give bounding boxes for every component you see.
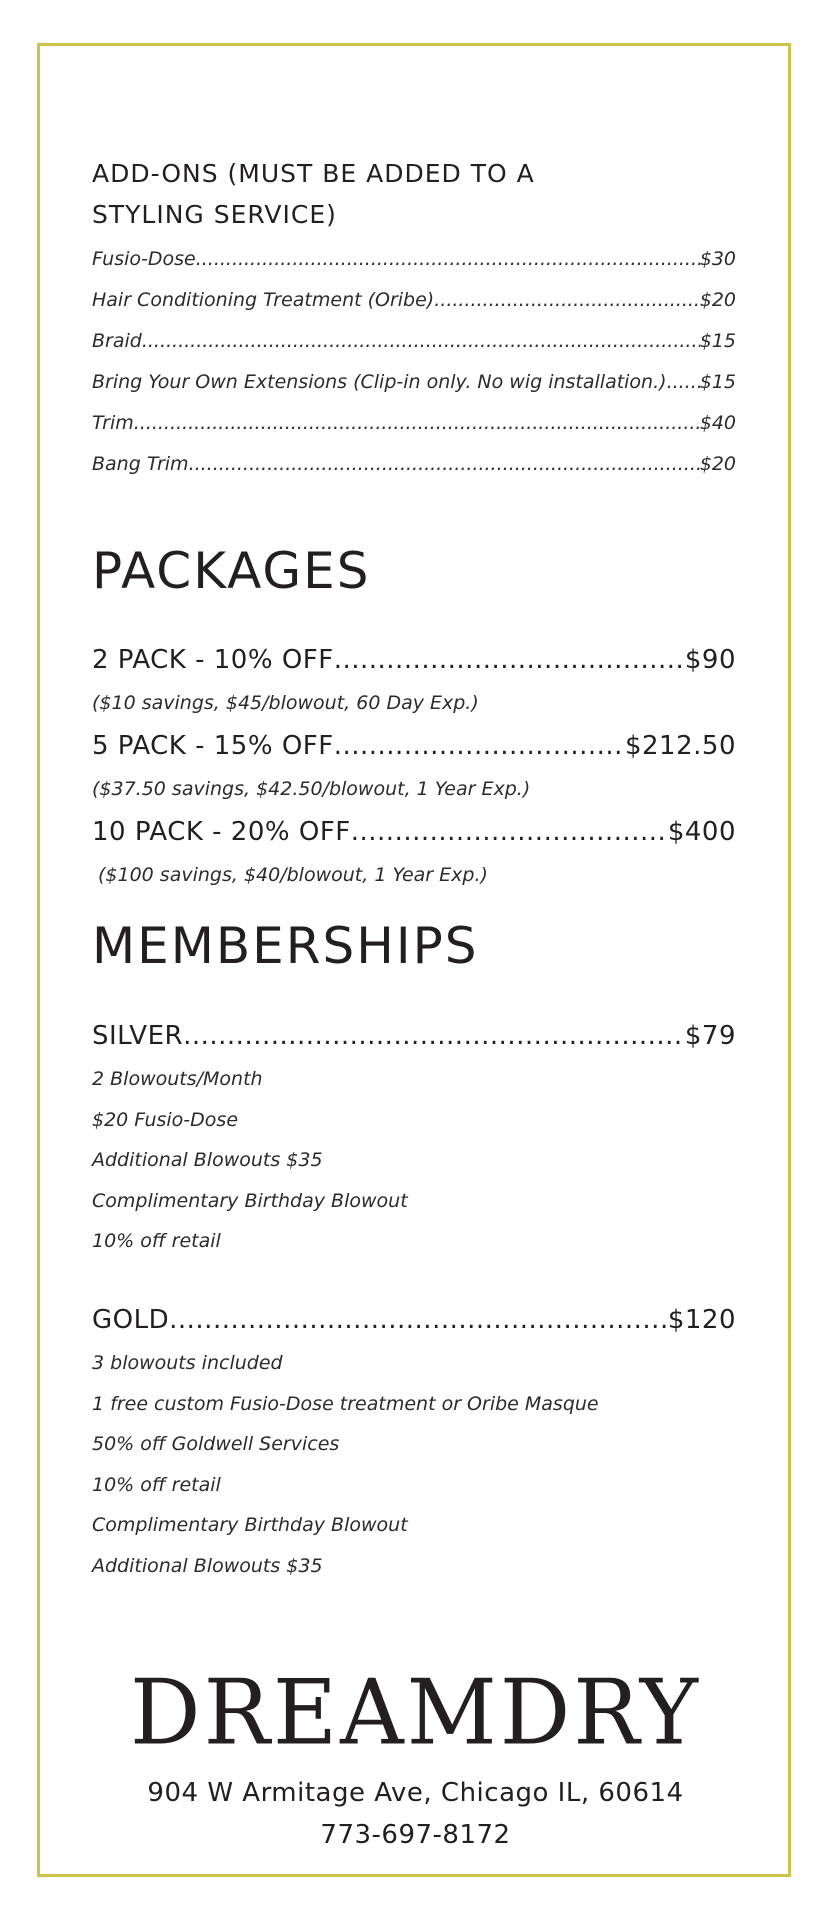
addon-name: Bang Trim	[92, 453, 189, 475]
salon-phone: 773-697-8172	[320, 1820, 511, 1850]
packages-list	[92, 637, 736, 895]
membership-feature: 10% off retail	[92, 1230, 221, 1252]
package-name: 5 PACK - 15% OFF	[92, 731, 334, 761]
addon-item	[92, 403, 736, 444]
addons-heading-line1: ADD-ONS (MUST BE ADDED TO A	[92, 159, 535, 188]
package-note: ($10 savings, $45/blowout, 60 Day Exp.)	[92, 692, 479, 714]
addons-heading-line2: STYLING SERVICE)	[92, 200, 337, 229]
package-name: 10 PACK - 20% OFF	[92, 817, 351, 847]
addon-name: Braid	[92, 330, 142, 352]
membership-header	[92, 1013, 736, 1059]
package-price: $400	[667, 817, 736, 847]
leader-dots	[134, 403, 700, 444]
leader-dots	[351, 809, 668, 855]
packages-title: PACKAGES	[92, 542, 371, 600]
membership-name: SILVER	[92, 1021, 184, 1051]
salon-address: 904 W Armitage Ave, Chicago IL, 60614	[147, 1778, 684, 1808]
membership-feature: Additional Blowouts $35	[92, 1554, 323, 1577]
addon-name: Hair Conditioning Treatment (Oribe)	[92, 289, 435, 311]
membership-feature: 2 Blowouts/Month	[92, 1068, 263, 1090]
membership-name: GOLD	[92, 1305, 170, 1335]
dreamdry-logo: DREAMDRY	[130, 1659, 701, 1766]
membership-feature: 3 blowouts included	[92, 1352, 283, 1374]
package-note: ($100 savings, $40/blowout, 1 Year Exp.)	[98, 864, 488, 886]
salon-contact	[0, 1772, 831, 1856]
addon-item	[92, 280, 736, 321]
membership-feature: Additional Blowouts $35	[92, 1149, 323, 1171]
package-price: $212.50	[624, 731, 736, 761]
membership-price: $120	[667, 1305, 736, 1335]
leader-dots	[334, 723, 625, 769]
leader-dots	[189, 444, 700, 485]
addon-item	[92, 444, 736, 485]
leader-dots	[196, 239, 700, 280]
leader-dots	[334, 637, 685, 683]
addon-price: $20	[699, 289, 736, 311]
addon-price: $15	[699, 371, 736, 393]
addon-name: Fusio-Dose	[92, 248, 196, 270]
addon-price: $20	[699, 453, 736, 475]
package-note: ($37.50 savings, $42.50/blowout, 1 Year Exp.)	[92, 778, 531, 800]
addon-price: $15	[699, 330, 736, 352]
package-item	[92, 637, 736, 683]
leader-dots	[434, 280, 700, 321]
leader-dots	[142, 321, 700, 362]
memberships-title: MEMBERSHIPS	[92, 917, 479, 975]
membership-feature: Complimentary Birthday Blowout	[92, 1514, 408, 1536]
addon-name: Trim	[92, 412, 134, 434]
membership-feature: 50% off Goldwell Services	[92, 1433, 340, 1455]
leader-dots	[169, 1297, 668, 1343]
membership-feature: Complimentary Birthday Blowout	[92, 1189, 408, 1212]
package-item	[92, 723, 736, 769]
membership-gold	[92, 1297, 736, 1586]
leader-dots	[667, 362, 700, 403]
membership-feature: 1 free custom Fusio-Dose treatment or Oribe Masque	[92, 1392, 599, 1415]
membership-silver	[92, 1013, 736, 1262]
package-name: 2 PACK - 10% OFF	[92, 645, 334, 675]
membership-feature: 10% off retail	[92, 1473, 221, 1496]
membership-price: $79	[684, 1021, 736, 1051]
addons-list	[92, 239, 736, 485]
addon-price: $30	[699, 248, 736, 270]
leader-dots	[183, 1013, 685, 1059]
membership-feature: $20 Fusio-Dose	[92, 1108, 239, 1131]
addons-heading	[92, 153, 736, 235]
addon-item	[92, 239, 736, 280]
addon-price: $40	[699, 412, 736, 434]
package-price: $90	[684, 645, 736, 675]
membership-header	[92, 1297, 736, 1343]
addon-item	[92, 321, 736, 362]
package-item	[92, 809, 736, 855]
addon-name: Bring Your Own Extensions (Clip-in only. No wig installation.)	[92, 371, 667, 393]
addon-item	[92, 362, 736, 403]
